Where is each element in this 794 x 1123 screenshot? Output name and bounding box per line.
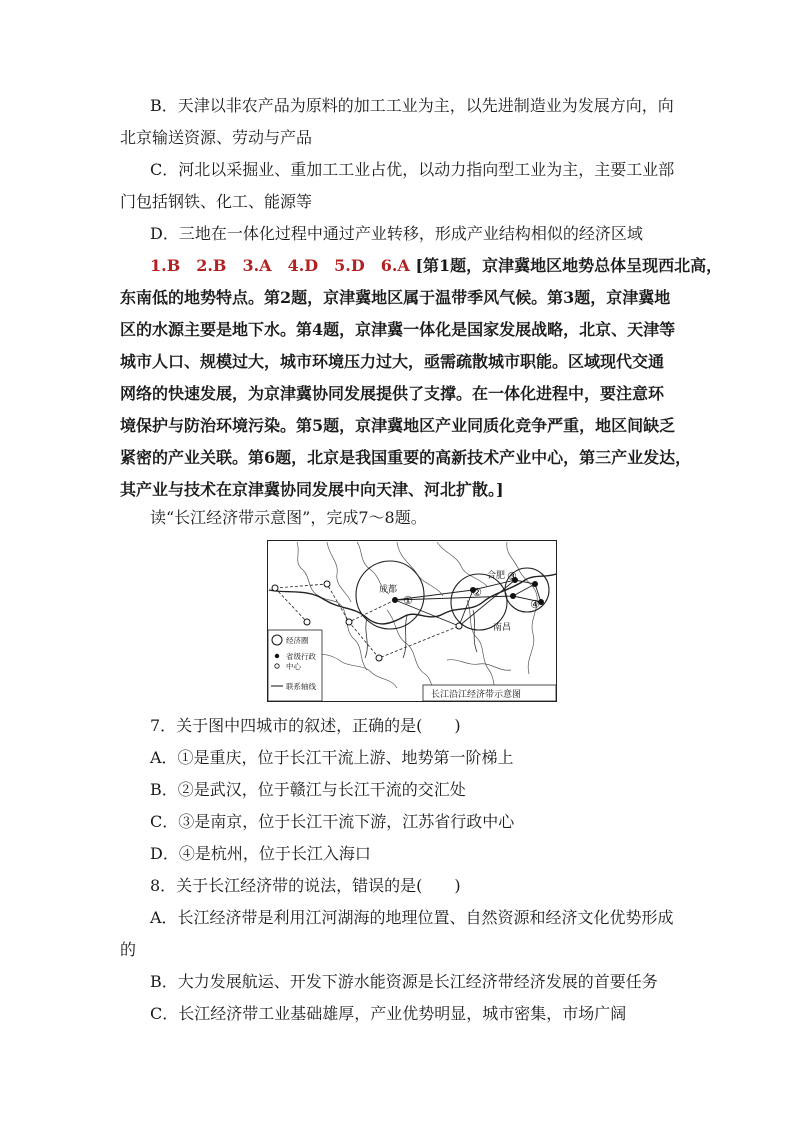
option-b-line-1: B．天津以非农产品为原料的加工工业为主，以先进制造业为发展方向，向 [150,96,674,115]
explanation-line-6: 境保护与防治环境污染。第5题，京津冀地区产业同质化竞争严重，地区间缺乏 [120,416,676,435]
question-8-option-b: B．大力发展航运、开发下游水能资源是长江经济带经济发展的首要任务 [150,972,658,991]
map-intro: 读“长江经济带示意图”，完成7～8题。 [150,508,427,527]
city-label-chengdu: 成都 [379,585,398,595]
question-7-option-b: B．②是武汉，位于赣江与长江干流的交汇处 [150,780,466,799]
explanation-line-8: 其产业与技术在京津冀协同发展中向天津、河北扩散。] [120,480,504,499]
marker-3: ③ [507,570,517,583]
legend-circle-label: 经济圈 [286,636,309,645]
map-legend [268,630,322,701]
question-8-option-a-line-2: 的 [120,940,137,959]
marker-2: ② [472,586,482,599]
option-b-line-2: 北京输送资源、劳动与产品 [120,128,313,147]
explanation-line-5: 网络的快速发展，为京津冀协同发展提供了支撑。在一体化进程中，要注意环 [120,384,665,403]
explanation-line-3: 区的水源主要是地下水。第4题，京津冀一体化是国家发展战略，北京、天津等 [120,320,676,339]
city-label-nanchang: 南昌 [493,623,512,633]
question-7-option-c: C．③是南京，位于长江干流下游，江苏省行政中心 [150,812,515,831]
question-7-option-a: A．①是重庆，位于长江干流上游、地势第一阶梯上 [150,748,514,767]
question-8-option-c: C．长江经济带工业基础雄厚，产业优势明显，城市密集，市场广阔 [150,1004,627,1023]
legend-dot-label-2: 中心 [286,662,301,671]
marker-4: ④ [530,598,540,611]
legend-dot-label-1: 省级行政 [286,652,316,661]
yangtze-economic-belt-map [267,540,557,702]
explanation-line-4: 城市人口、规模过大，城市环境压力过大，亟需疏散城市职能。区域现代交通 [120,352,665,371]
option-d-line: D．三地在一体化过程中通过产业转移，形成产业结构相似的经济区域 [150,224,643,243]
answer-explanation-line-1 [150,255,722,277]
explanation-line-7: 紧密的产业关联。第6题，北京是我国重要的高新技术产业中心，第三产业发达， [120,448,692,467]
explanation-start: [第1题，京津冀地区地势总体呈现西北高， [415,256,723,275]
option-c-line-1: C．河北以采掘业、重加工工业占优，以动力指向型工业为主，主要工业部 [150,160,675,179]
map-caption: 长江沿江经济带示意图 [431,690,522,700]
question-8: 8．关于长江经济带的说法，错误的是( ) [150,876,461,895]
question-8-option-a-line-1: A．长江经济带是利用江河湖海的地理位置、自然资源和经济文化优势形成 [150,908,674,927]
explanation-line-2: 东南低的地势特点。第2题，京津冀地区属于温带季风气候。第3题，京津冀地 [120,288,671,307]
city-label-hefei: 合肥 [487,571,506,581]
answer-key: 1.B 2.B 3.A 4.D 5.D 6.A [150,256,410,275]
marker-1: ① [403,594,413,607]
question-7: 7．关于图中四城市的叙述，正确的是( ) [150,716,461,735]
option-c-line-2: 门包括钢铁、化工、能源等 [120,192,313,211]
question-7-option-d: D．④是杭州，位于长江入海口 [150,844,371,863]
legend-line-label: 联系轴线 [286,682,316,691]
